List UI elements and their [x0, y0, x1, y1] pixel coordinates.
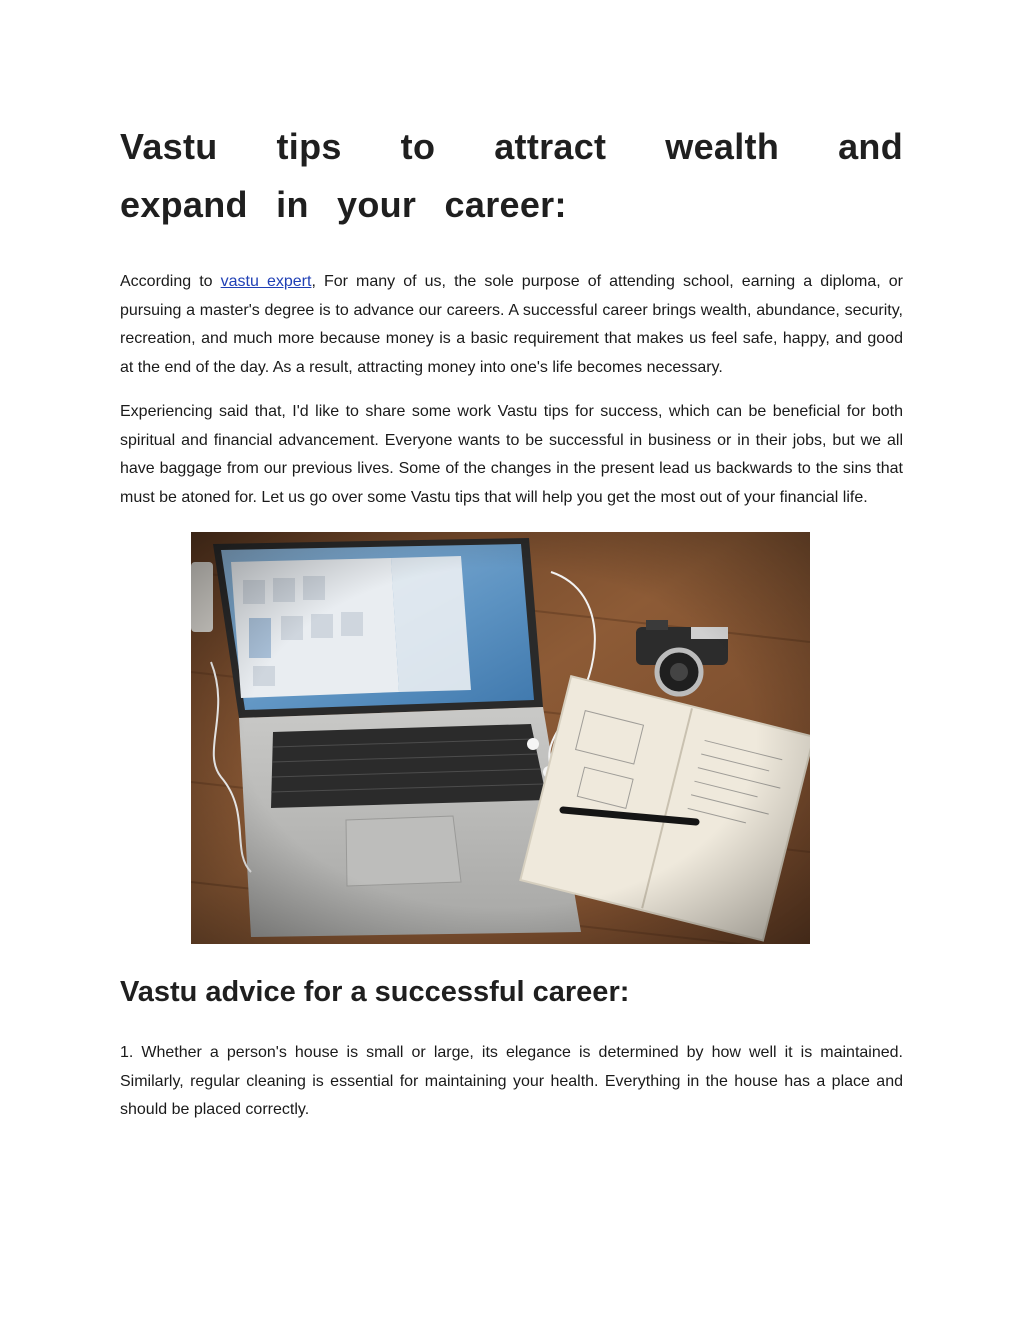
career-point-1: 1. Whether a person's house is small or large, its elegance is determined by how well it is maintained. Similarly, regular cleaning is essential for maintaining your health. Everything in the house has a place and should be placed correctly. [120, 1044, 903, 1118]
intro-lead-text: According to [120, 273, 221, 290]
page-title: Vastu tips to attract wealth and expand in your career: [120, 126, 903, 225]
body-paragraph-2: Experiencing said that, I'd like to share some work Vastu tips for success, which can be beneficial for both spiritual and financial advancement. Everyone wants to be successful in business or in their jobs, but we all have baggage from our previous lives. Some of the changes in the present lead us backwards to the sins that must be atoned for. Let us go over some Vastu tips that will help you get the most out of your financial life. [120, 403, 903, 506]
intro-rest-text: , For many of us, the sole purpose of attending school, earning a diploma, or pursuing a master's degree is to advance our careers. A successful career brings wealth, abundance, security, recreation, and much more because money is a basic requirement that makes us feel safe, happy, and good at the end of the day. As a result, attracting money into one's life becomes necessary. [120, 273, 903, 376]
intro-paragraph [120, 268, 903, 382]
document-page [120, 118, 903, 1125]
vastu-expert-link[interactable]: vastu expert [220, 273, 312, 290]
laptop-desk-photo [191, 532, 810, 944]
section-heading: Vastu advice for a successful career: [120, 976, 630, 1008]
